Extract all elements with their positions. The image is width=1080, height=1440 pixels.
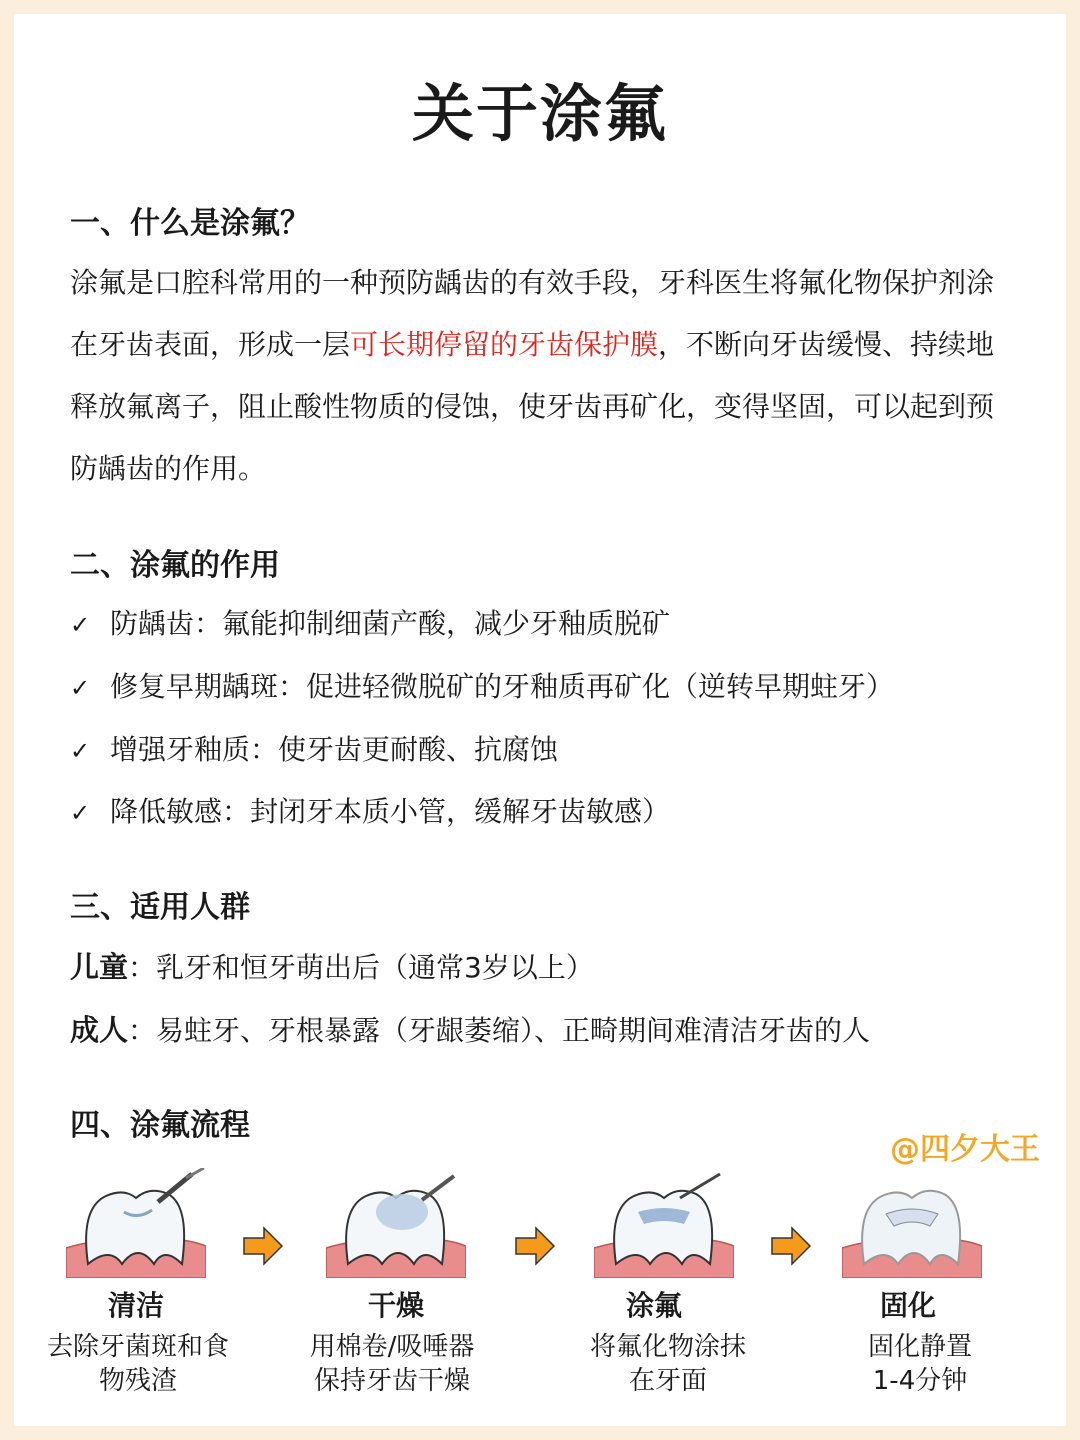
step-description — [272, 1330, 512, 1398]
section-paragraph-what — [70, 252, 1020, 500]
effect-text: 增强牙釉质：使牙齿更耐酸、抗腐蚀 — [110, 733, 559, 766]
audience-row-adults — [70, 1010, 870, 1050]
tooth-cleaning-icon — [66, 1168, 206, 1278]
paragraph-text-end: ，不断向牙齿缓慢、持续地释放氟离子，阻止酸性物质的侵蚀，使牙齿再矿化，变得坚固，可以起到预防龋齿的作用。 — [70, 328, 995, 485]
tooth-fluoride-icon — [594, 1168, 734, 1278]
section-heading-what: 一、什么是涂氟？ — [70, 206, 310, 241]
audience-text: ：乳牙和恒牙萌出后（通常3岁以上） — [128, 951, 594, 984]
audience-label: 成人 — [70, 1013, 129, 1047]
step-title: 清洁 — [107, 1289, 164, 1322]
arrow-right-icon — [514, 1226, 556, 1266]
step-title: 干燥 — [367, 1289, 424, 1322]
section-heading-process: 四、涂氟流程 — [70, 1108, 250, 1143]
step-title: 固化 — [879, 1289, 936, 1322]
arrow-right-icon — [770, 1226, 812, 1266]
tooth-cured-icon — [842, 1168, 982, 1278]
step-desc-line: 1-4分钟 — [872, 1366, 968, 1396]
audience-row-children — [70, 947, 594, 987]
highlight-text: 可长期停留的牙齿保护膜 — [350, 328, 659, 361]
check-icon: ✓ — [70, 737, 91, 765]
section-heading-effects: 二、涂氟的作用 — [70, 548, 280, 583]
arrow-right-icon — [242, 1226, 284, 1266]
step-desc-line: 保持牙齿干燥 — [313, 1366, 470, 1396]
effect-text: 降低敏感：封闭牙本质小管，缓解牙齿敏感） — [110, 795, 671, 828]
audience-label: 儿童 — [70, 950, 129, 984]
paragraph-text-start: 涂氟是口腔科常用的一种预防龋齿的有效手段，牙科医生将氟化物保护剂涂在牙齿表面，形成一层 — [70, 266, 995, 361]
step-desc-line: 用棉卷/吸唾器 — [309, 1332, 475, 1362]
section-heading-audience: 三、适用人群 — [70, 890, 250, 925]
step-desc-line: 固化静置 — [867, 1332, 972, 1362]
effect-text: 防龋齿：氟能抑制细菌产酸，减少牙釉质脱矿 — [110, 607, 671, 640]
author-watermark: @四夕大王 — [890, 1132, 1040, 1167]
check-icon: ✓ — [70, 799, 91, 827]
check-icon: ✓ — [70, 674, 91, 702]
check-icon: ✓ — [70, 611, 91, 639]
effect-item — [70, 667, 894, 707]
page-title: 关于涂氟 — [411, 77, 668, 150]
effect-item — [70, 604, 670, 644]
step-description — [800, 1330, 1040, 1398]
step-desc-line: 将氟化物涂抹 — [589, 1332, 746, 1362]
effect-item — [70, 792, 670, 832]
step-title: 涂氟 — [625, 1289, 682, 1322]
step-desc-line: 在牙面 — [628, 1366, 707, 1396]
effect-text: 修复早期龋斑：促进轻微脱矿的牙釉质再矿化（逆转早期蛀牙） — [110, 670, 895, 703]
step-description — [18, 1330, 258, 1398]
effect-item — [70, 730, 558, 770]
step-description — [548, 1330, 788, 1398]
tooth-drying-icon — [326, 1168, 466, 1278]
step-desc-line: 物残渣 — [98, 1366, 177, 1396]
step-desc-line: 去除牙菌斑和食 — [46, 1332, 229, 1362]
audience-text: ：易蛀牙、牙根暴露（牙龈萎缩）、正畸期间难清洁牙齿的人 — [128, 1014, 871, 1047]
